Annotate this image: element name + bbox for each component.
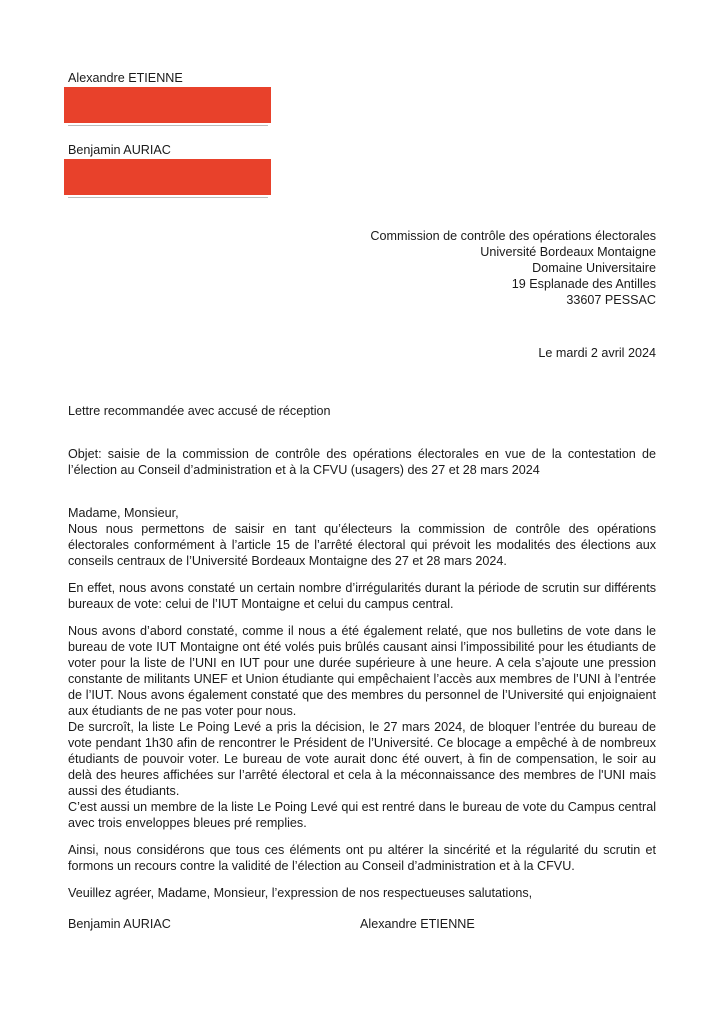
recipient-line: 33607 PESSAC [566, 293, 656, 307]
paragraph-4: Ainsi, nous considérons que tous ces éléments ont pu altérer la sincérité et la régularité du scrutin et formons un recours contre la validité de l’élection au Conseil d’administration et à la CFVU. [68, 843, 656, 873]
recipient-address [256, 228, 656, 308]
sender-name: Alexandre ETIENNE [68, 71, 183, 85]
salutation: Madame, Monsieur, [68, 506, 179, 520]
closing-formula: Veuillez agréer, Madame, Monsieur, l’expression de nos respectueuses salutations, [68, 886, 533, 900]
redaction-block-2 [64, 159, 271, 195]
redaction-block-1 [64, 87, 271, 123]
letter-subject: Objet: saisie de la commission de contrôle des opérations électorales en vue de la contestation de l’élection au Conseil d’administration et à la CFVU (usagers) des 27 et 28 mars 2024 [68, 447, 656, 477]
sender-block-1 [68, 70, 183, 86]
paragraph-1: Nous nous permettons de saisir en tant qu’électeurs la commission de contrôle des opérations électorales conformément à l’article 15 de l’arrêté électoral qui prévoit les modalités des élections aux conseils centraux de l’Université Bordeaux Montaigne des 27 et 28 mars 2024. [68, 522, 656, 568]
sender-block-2 [68, 142, 171, 158]
paragraph-3a: Nous avons d’abord constaté, comme il nous a été également relaté, que nos bulletins de vote dans le bureau de vote IUT Montaigne ont été volés puis brûlés causant ainsi l’impossibilité pour les étudiants de voter pour la liste de l’UNI en IUT pour une durée supérieure à une heure. A cela s’ajoute une pression constante de militants UNEF et Union étudiante qui empêchaient l’accès aux membres de l’UNI à l’entrée de l’IUT. Nous avons également constaté que des membres du personnel de l’Université qui enjoignaient aux étudiants de ne pas voter pour nous. [68, 624, 656, 718]
signature-right: Alexandre ETIENNE [360, 917, 475, 931]
paragraph-3c: C’est aussi un membre de la liste Le Poing Levé qui est rentré dans le bureau de vote du Campus central avec trois enveloppes bleues pré remplies. [68, 800, 656, 830]
paragraph-2: En effet, nous avons constaté un certain nombre d’irrégularités durant la période de scrutin sur différents bureaux de vote: celui de l’IUT Montaigne et celui du campus central. [68, 581, 656, 611]
sender-name: Benjamin AURIAC [68, 143, 171, 157]
recipient-line: Commission de contrôle des opérations électorales [370, 229, 656, 243]
recipient-line: Domaine Universitaire [532, 261, 656, 275]
redacted-text-remnant-1 [68, 122, 268, 126]
registered-mail-mention: Lettre recommandée avec accusé de réception [68, 404, 331, 418]
paragraph-3b: De surcroît, la liste Le Poing Levé a pris la décision, le 27 mars 2024, de bloquer l’entrée du bureau de vote pendant 1h30 afin de rencontrer le Président de l’Université. Ce blocage a empêché à de nombreux étudiants de pouvoir voter. Le bureau de vote aurait donc été ouvert, à fin de compensation, le soir au delà des heures affichées sur l’arrêté électoral et cela à la méconnaissance des membres de l'UNI mais aussi des étudiants. [68, 720, 656, 798]
recipient-line: Université Bordeaux Montaigne [480, 245, 656, 259]
redacted-text-remnant-2 [68, 194, 268, 198]
recipient-line: 19 Esplanade des Antilles [511, 277, 656, 291]
signature-left: Benjamin AURIAC [68, 917, 171, 931]
letter-date: Le mardi 2 avril 2024 [538, 346, 656, 360]
